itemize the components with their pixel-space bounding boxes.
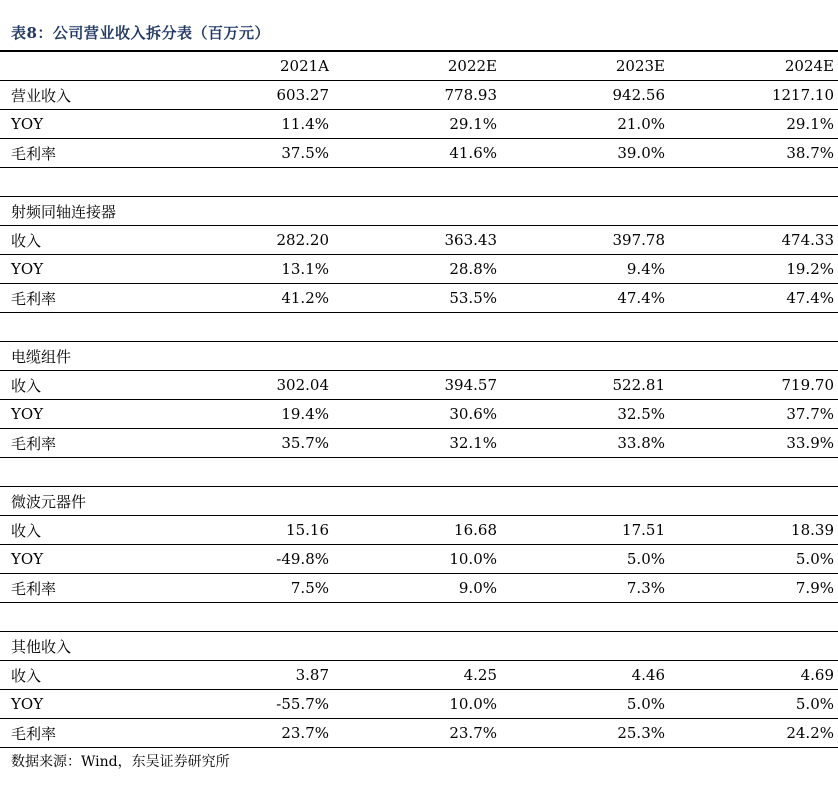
value-cell: 39.0% bbox=[501, 139, 669, 168]
row-label: 营业收入 bbox=[0, 81, 165, 110]
table-row bbox=[0, 574, 838, 603]
value-cell: 10.0% bbox=[333, 545, 501, 574]
value-cell: 24.2% bbox=[669, 719, 838, 748]
empty-cell bbox=[165, 197, 333, 226]
value-cell: 18.39 bbox=[669, 516, 838, 545]
spacer-row bbox=[0, 168, 838, 197]
row-label: YOY bbox=[0, 545, 165, 574]
value-cell: 41.2% bbox=[165, 284, 333, 313]
value-cell: 474.33 bbox=[669, 226, 838, 255]
value-cell: 33.9% bbox=[669, 429, 838, 458]
empty-cell bbox=[165, 168, 333, 197]
table-row bbox=[0, 400, 838, 429]
value-cell: 1217.10 bbox=[669, 81, 838, 110]
value-cell: 53.5% bbox=[333, 284, 501, 313]
value-cell: 522.81 bbox=[501, 371, 669, 400]
row-label: YOY bbox=[0, 110, 165, 139]
value-cell: 38.7% bbox=[669, 139, 838, 168]
table-row bbox=[0, 661, 838, 690]
header-row bbox=[0, 51, 838, 81]
value-cell: 37.5% bbox=[165, 139, 333, 168]
value-cell: 4.46 bbox=[501, 661, 669, 690]
empty-cell bbox=[333, 458, 501, 487]
value-cell: -49.8% bbox=[165, 545, 333, 574]
value-cell: 47.4% bbox=[501, 284, 669, 313]
table-row bbox=[0, 429, 838, 458]
value-cell: 282.20 bbox=[165, 226, 333, 255]
section-header-row bbox=[0, 487, 838, 516]
spacer-row bbox=[0, 603, 838, 632]
empty-cell bbox=[669, 603, 838, 632]
row-label: YOY bbox=[0, 400, 165, 429]
row-label: YOY bbox=[0, 690, 165, 719]
table-row bbox=[0, 81, 838, 110]
empty-cell bbox=[333, 603, 501, 632]
value-cell: 11.4% bbox=[165, 110, 333, 139]
source-note: 数据来源：Wind，东吴证券研究所 bbox=[11, 754, 230, 770]
empty-cell bbox=[501, 458, 669, 487]
value-cell: 13.1% bbox=[165, 255, 333, 284]
section-header: 射频同轴连接器 bbox=[0, 197, 165, 226]
empty-cell bbox=[501, 197, 669, 226]
section-header: 微波元器件 bbox=[0, 487, 165, 516]
empty-cell bbox=[165, 342, 333, 371]
value-cell: 5.0% bbox=[669, 690, 838, 719]
empty-cell bbox=[669, 487, 838, 516]
value-cell: 363.43 bbox=[333, 226, 501, 255]
column-header: 2024E bbox=[669, 51, 838, 81]
value-cell: 778.93 bbox=[333, 81, 501, 110]
section-header-row bbox=[0, 197, 838, 226]
value-cell: 37.7% bbox=[669, 400, 838, 429]
column-header: 2023E bbox=[501, 51, 669, 81]
value-cell: 942.56 bbox=[501, 81, 669, 110]
value-cell: 19.4% bbox=[165, 400, 333, 429]
value-cell: 10.0% bbox=[333, 690, 501, 719]
value-cell: 719.70 bbox=[669, 371, 838, 400]
value-cell: 32.5% bbox=[501, 400, 669, 429]
value-cell: 29.1% bbox=[333, 110, 501, 139]
value-cell: 9.4% bbox=[501, 255, 669, 284]
table-row bbox=[0, 255, 838, 284]
table-row bbox=[0, 226, 838, 255]
empty-cell bbox=[0, 458, 165, 487]
table-row bbox=[0, 371, 838, 400]
value-cell: 21.0% bbox=[501, 110, 669, 139]
row-label: 收入 bbox=[0, 371, 165, 400]
row-label: YOY bbox=[0, 255, 165, 284]
column-header: 2021A bbox=[165, 51, 333, 81]
empty-cell bbox=[333, 197, 501, 226]
value-cell: 23.7% bbox=[333, 719, 501, 748]
value-cell: 30.6% bbox=[333, 400, 501, 429]
empty-cell bbox=[333, 168, 501, 197]
empty-cell bbox=[501, 168, 669, 197]
section-header: 其他收入 bbox=[0, 632, 165, 661]
value-cell: 16.68 bbox=[333, 516, 501, 545]
empty-cell bbox=[333, 313, 501, 342]
table-row bbox=[0, 516, 838, 545]
empty-cell bbox=[165, 603, 333, 632]
row-label: 毛利率 bbox=[0, 139, 165, 168]
value-cell: 15.16 bbox=[165, 516, 333, 545]
value-cell: 4.69 bbox=[669, 661, 838, 690]
empty-cell bbox=[165, 313, 333, 342]
value-cell: 7.9% bbox=[669, 574, 838, 603]
empty-cell bbox=[501, 313, 669, 342]
value-cell: 5.0% bbox=[501, 545, 669, 574]
table-body bbox=[0, 51, 838, 748]
table-row bbox=[0, 690, 838, 719]
empty-cell bbox=[669, 197, 838, 226]
row-label: 收入 bbox=[0, 661, 165, 690]
value-cell: 7.3% bbox=[501, 574, 669, 603]
table-row bbox=[0, 139, 838, 168]
value-cell: 41.6% bbox=[333, 139, 501, 168]
value-cell: 29.1% bbox=[669, 110, 838, 139]
value-cell: 19.2% bbox=[669, 255, 838, 284]
value-cell: 302.04 bbox=[165, 371, 333, 400]
value-cell: 47.4% bbox=[669, 284, 838, 313]
row-label: 毛利率 bbox=[0, 429, 165, 458]
value-cell: 25.3% bbox=[501, 719, 669, 748]
value-cell: 35.7% bbox=[165, 429, 333, 458]
revenue-breakdown-table bbox=[0, 50, 838, 748]
empty-cell bbox=[165, 632, 333, 661]
table-row bbox=[0, 545, 838, 574]
empty-cell bbox=[501, 487, 669, 516]
value-cell: 7.5% bbox=[165, 574, 333, 603]
value-cell: 33.8% bbox=[501, 429, 669, 458]
empty-cell bbox=[333, 487, 501, 516]
value-cell: 32.1% bbox=[333, 429, 501, 458]
value-cell: 5.0% bbox=[501, 690, 669, 719]
empty-cell bbox=[333, 632, 501, 661]
table-row bbox=[0, 719, 838, 748]
value-cell: 397.78 bbox=[501, 226, 669, 255]
empty-cell bbox=[333, 342, 501, 371]
spacer-row bbox=[0, 313, 838, 342]
row-label: 收入 bbox=[0, 516, 165, 545]
value-cell: -55.7% bbox=[165, 690, 333, 719]
section-header-row bbox=[0, 632, 838, 661]
empty-cell bbox=[501, 632, 669, 661]
row-label: 毛利率 bbox=[0, 719, 165, 748]
row-label: 毛利率 bbox=[0, 284, 165, 313]
empty-cell bbox=[165, 487, 333, 516]
row-label: 收入 bbox=[0, 226, 165, 255]
value-cell: 603.27 bbox=[165, 81, 333, 110]
empty-cell bbox=[669, 632, 838, 661]
value-cell: 5.0% bbox=[669, 545, 838, 574]
value-cell: 4.25 bbox=[333, 661, 501, 690]
empty-cell bbox=[669, 458, 838, 487]
row-label: 毛利率 bbox=[0, 574, 165, 603]
empty-cell bbox=[0, 313, 165, 342]
empty-cell bbox=[0, 168, 165, 197]
value-cell: 3.87 bbox=[165, 661, 333, 690]
column-header: 2022E bbox=[333, 51, 501, 81]
value-cell: 28.8% bbox=[333, 255, 501, 284]
value-cell: 23.7% bbox=[165, 719, 333, 748]
section-header-row bbox=[0, 342, 838, 371]
empty-cell bbox=[165, 458, 333, 487]
empty-cell bbox=[669, 342, 838, 371]
empty-cell bbox=[501, 603, 669, 632]
header-label-cell bbox=[0, 51, 165, 81]
value-cell: 9.0% bbox=[333, 574, 501, 603]
empty-cell bbox=[501, 342, 669, 371]
spacer-row bbox=[0, 458, 838, 487]
value-cell: 17.51 bbox=[501, 516, 669, 545]
table-row bbox=[0, 284, 838, 313]
table-row bbox=[0, 110, 838, 139]
empty-cell bbox=[669, 168, 838, 197]
empty-cell bbox=[669, 313, 838, 342]
section-header: 电缆组件 bbox=[0, 342, 165, 371]
table-title: 表8：公司营业收入拆分表（百万元） bbox=[11, 24, 270, 42]
value-cell: 394.57 bbox=[333, 371, 501, 400]
empty-cell bbox=[0, 603, 165, 632]
